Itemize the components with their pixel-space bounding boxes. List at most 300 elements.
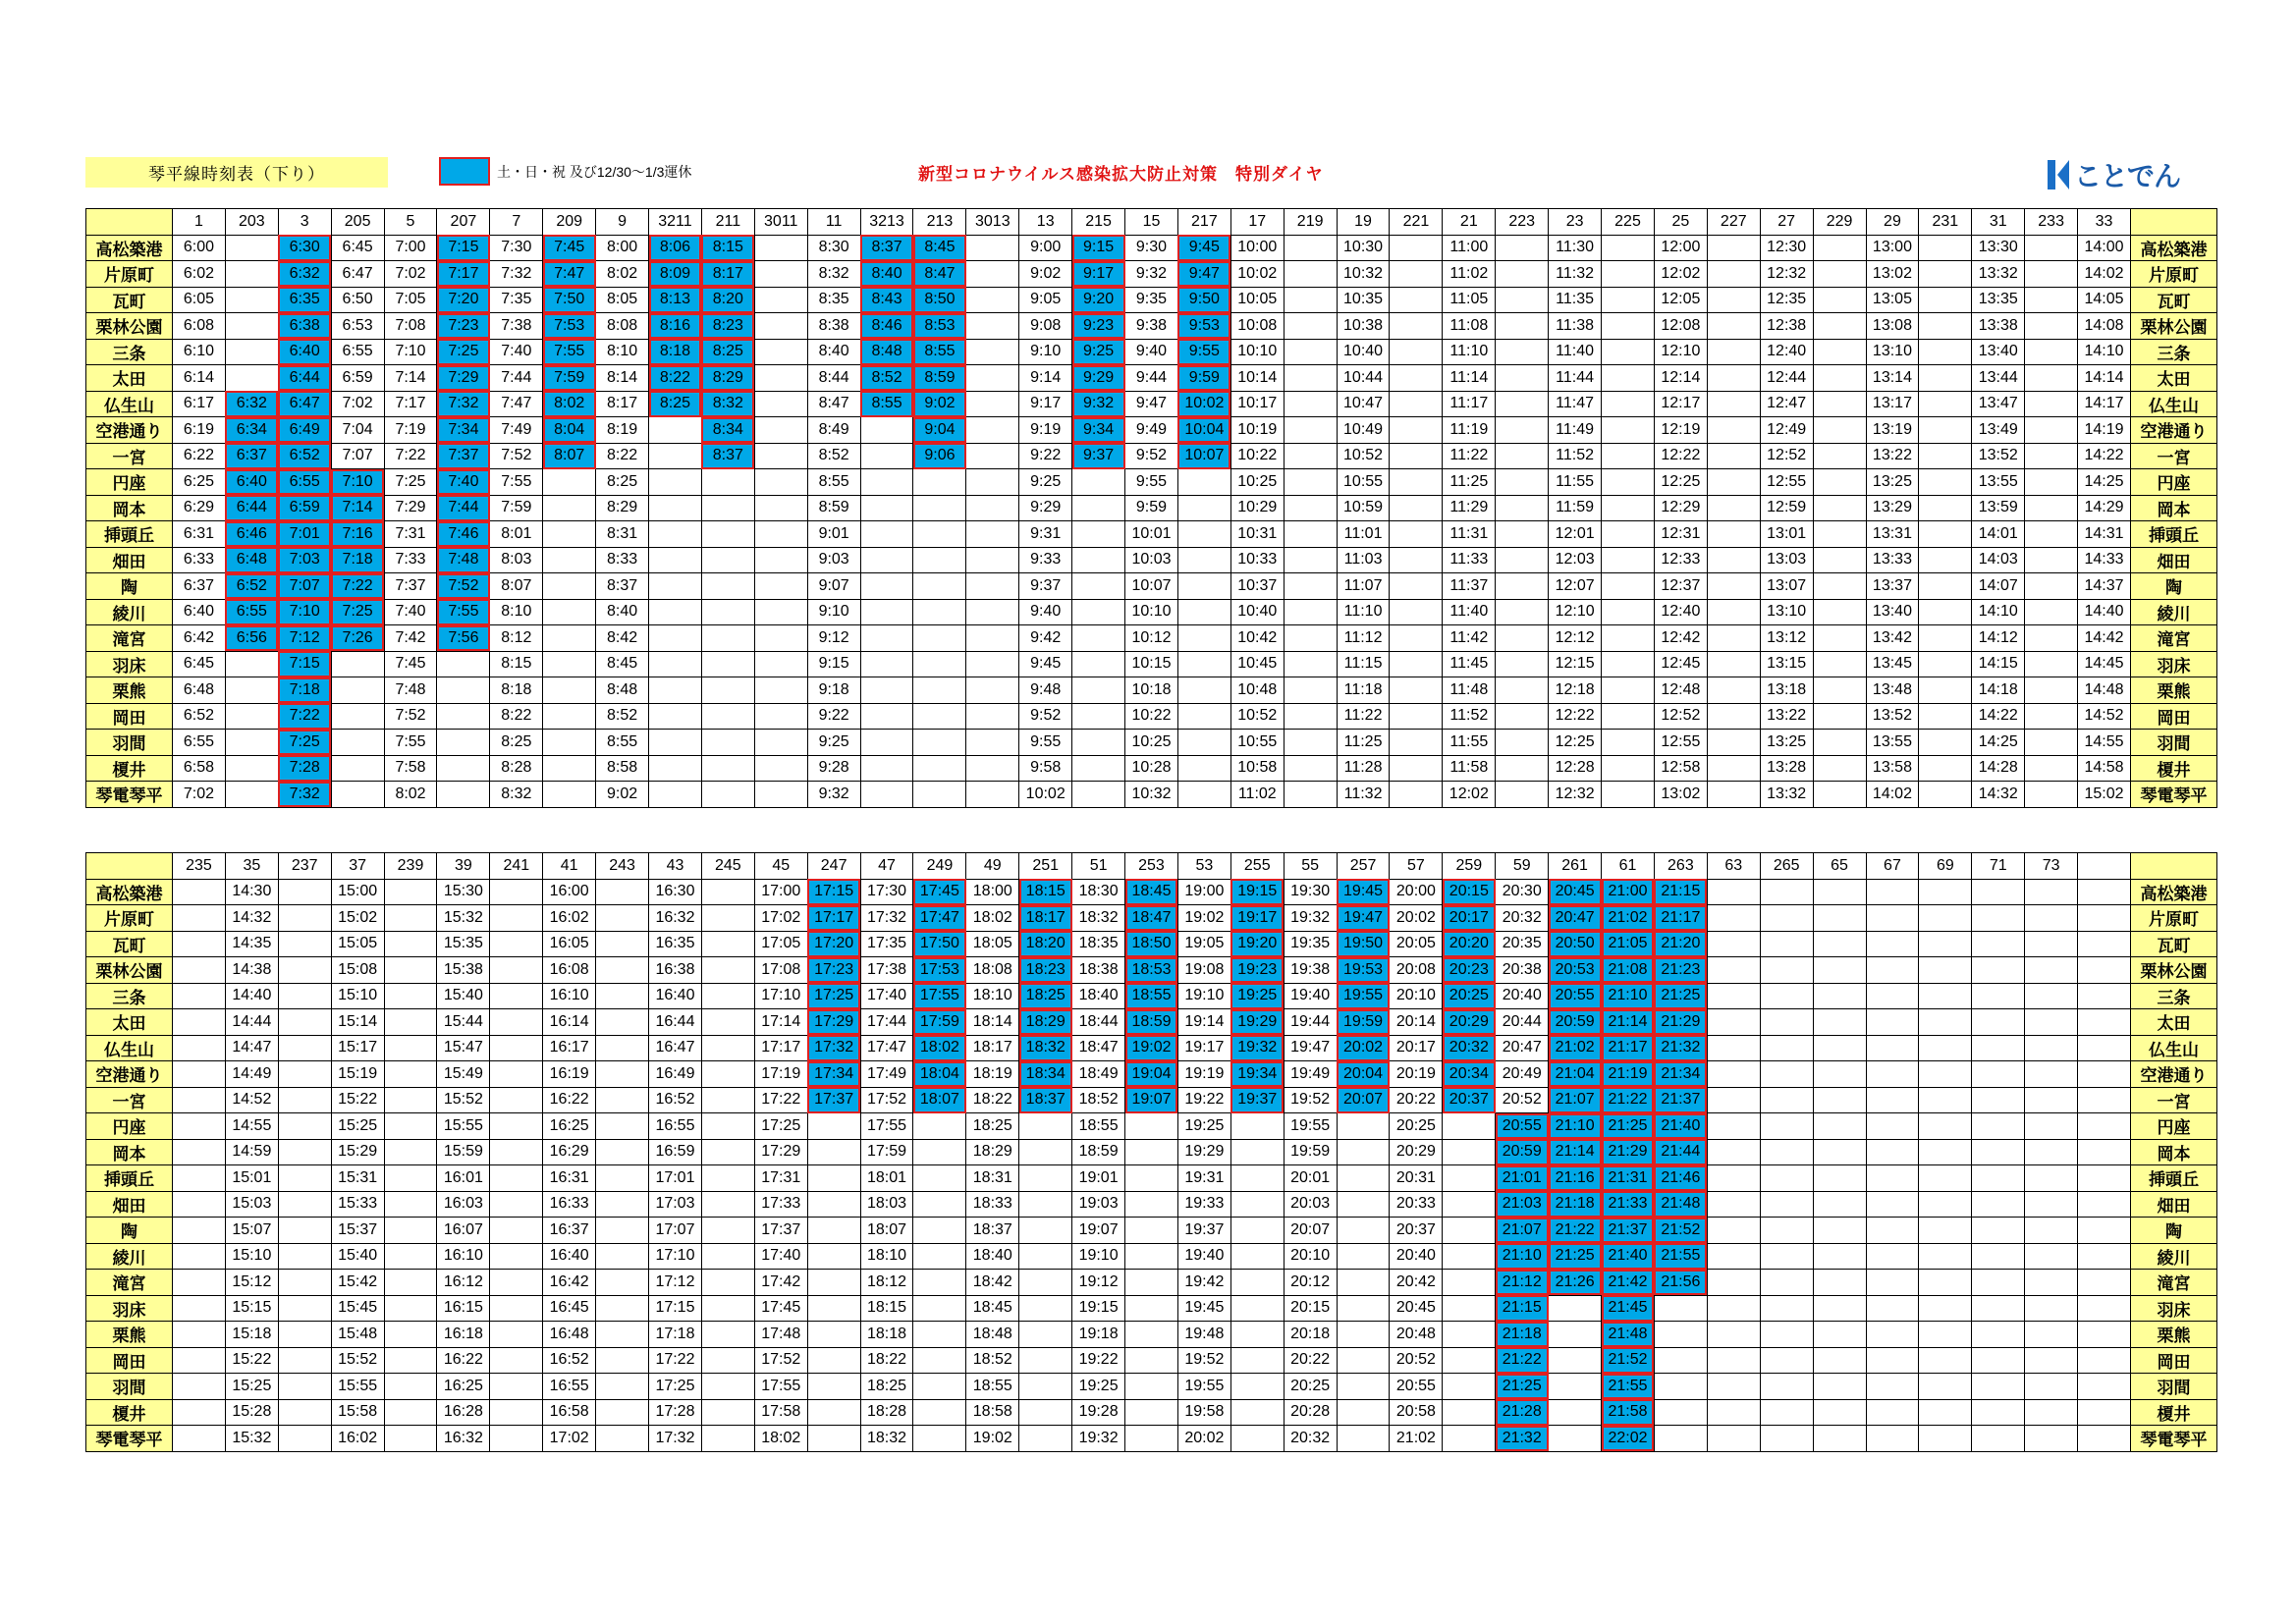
departure-time [1284, 703, 1337, 730]
departure-time [1707, 730, 1760, 756]
departure-time: 16:44 [649, 1009, 702, 1036]
departure-time [173, 1322, 226, 1348]
departure-time [1177, 755, 1230, 782]
station-name: 高松築港 [2130, 235, 2216, 261]
departure-time: 21:02 [1602, 905, 1655, 932]
station-row [86, 1113, 2217, 1140]
departure-time [1019, 1399, 1072, 1426]
departure-time [2078, 957, 2131, 984]
departure-time [1284, 521, 1337, 548]
departure-time: 7:02 [173, 782, 226, 808]
departure-time: 7:25 [437, 339, 490, 365]
departure-time [701, 547, 754, 573]
departure-time [1707, 1113, 1760, 1140]
departure-time [384, 1139, 437, 1165]
departure-time: 15:31 [331, 1165, 384, 1192]
departure-time [2078, 1374, 2131, 1400]
departure-time [1496, 443, 1549, 469]
station-name: 空港通り [2130, 1061, 2216, 1088]
station-name: 三条 [2130, 983, 2216, 1009]
departure-time: 9:25 [1019, 469, 1072, 496]
departure-time: 9:59 [1177, 365, 1230, 392]
departure-time [701, 1087, 754, 1113]
departure-time [1919, 1035, 1972, 1061]
train-number: 23 [1549, 209, 1602, 236]
departure-time [1390, 235, 1443, 261]
station-name: 挿頭丘 [2130, 1165, 2216, 1192]
departure-time: 8:15 [490, 651, 543, 677]
departure-time: 8:55 [807, 469, 860, 496]
departure-time [278, 1218, 331, 1244]
station-name: 一宮 [2130, 1087, 2216, 1113]
departure-time [490, 1270, 543, 1296]
train-number: 255 [1230, 853, 1284, 880]
departure-time: 6:38 [278, 313, 331, 340]
departure-time: 11:49 [1549, 417, 1602, 444]
departure-time: 19:47 [1337, 905, 1390, 932]
departure-time: 10:22 [1125, 703, 1178, 730]
departure-time: 19:37 [1177, 1218, 1230, 1244]
departure-time [1072, 651, 1125, 677]
departure-time [1707, 339, 1760, 365]
departure-time: 11:32 [1337, 782, 1390, 808]
departure-time [1919, 983, 1972, 1009]
departure-time [278, 1087, 331, 1113]
departure-time [1813, 983, 1866, 1009]
train-number: 43 [649, 853, 702, 880]
departure-time: 21:18 [1549, 1191, 1602, 1218]
departure-time: 21:17 [1602, 1035, 1655, 1061]
train-number: 235 [173, 853, 226, 880]
departure-time [1760, 905, 1813, 932]
departure-time [278, 1165, 331, 1192]
departure-time: 8:35 [807, 287, 860, 313]
departure-time [1866, 1347, 1919, 1374]
departure-time: 10:40 [1230, 599, 1284, 625]
departure-time: 11:19 [1443, 417, 1496, 444]
departure-time [1813, 365, 1866, 392]
departure-time [860, 443, 913, 469]
departure-time [225, 287, 278, 313]
departure-time: 14:59 [225, 1139, 278, 1165]
departure-time [1602, 365, 1655, 392]
departure-time: 9:25 [1072, 339, 1125, 365]
departure-time: 18:19 [966, 1061, 1019, 1088]
departure-time [1760, 1270, 1813, 1296]
station-name: 太田 [86, 365, 173, 392]
departure-time [1072, 677, 1125, 704]
departure-time: 15:45 [331, 1295, 384, 1322]
departure-time [1337, 1426, 1390, 1452]
departure-time [1602, 625, 1655, 652]
departure-time: 16:45 [543, 1295, 596, 1322]
departure-time [701, 521, 754, 548]
departure-time: 8:28 [490, 755, 543, 782]
departure-time: 18:58 [966, 1399, 1019, 1426]
train-number: 33 [2078, 209, 2131, 236]
departure-time [384, 931, 437, 957]
departure-time: 7:25 [278, 730, 331, 756]
departure-time: 20:12 [1284, 1270, 1337, 1296]
departure-time: 17:32 [649, 1426, 702, 1452]
departure-time [1972, 905, 2025, 932]
departure-time: 13:40 [1972, 339, 2025, 365]
departure-time [278, 1270, 331, 1296]
departure-time: 19:38 [1284, 957, 1337, 984]
departure-time [1972, 1347, 2025, 1374]
departure-time [754, 782, 807, 808]
departure-time [1707, 1374, 1760, 1400]
departure-time: 12:10 [1654, 339, 1707, 365]
departure-time: 20:38 [1496, 957, 1549, 984]
departure-time: 12:49 [1760, 417, 1813, 444]
departure-time: 18:32 [860, 1426, 913, 1452]
departure-time: 14:14 [2078, 365, 2131, 392]
train-number: 71 [1972, 853, 2025, 880]
departure-time: 7:15 [437, 235, 490, 261]
departure-time: 13:47 [1972, 391, 2025, 417]
departure-time: 18:42 [966, 1270, 1019, 1296]
departure-time: 10:55 [1230, 730, 1284, 756]
departure-time: 20:55 [1549, 983, 1602, 1009]
departure-time [1443, 1165, 1496, 1192]
station-name: 円座 [2130, 1113, 2216, 1140]
departure-time [2025, 573, 2078, 600]
departure-time [1072, 782, 1125, 808]
corner-cell [86, 853, 173, 880]
departure-time: 10:48 [1230, 677, 1284, 704]
departure-time [1284, 391, 1337, 417]
departure-time [1496, 469, 1549, 496]
departure-time [437, 677, 490, 704]
departure-time [649, 443, 702, 469]
station-row [86, 1399, 2217, 1426]
departure-time: 9:40 [1019, 599, 1072, 625]
departure-time: 18:07 [860, 1218, 913, 1244]
departure-time [966, 677, 1019, 704]
departure-time: 16:00 [543, 879, 596, 905]
departure-time [490, 1139, 543, 1165]
departure-time: 10:32 [1337, 261, 1390, 288]
departure-time: 12:25 [1549, 730, 1602, 756]
departure-time [1284, 782, 1337, 808]
departure-time [860, 730, 913, 756]
departure-time: 7:32 [278, 782, 331, 808]
departure-time: 18:22 [966, 1087, 1019, 1113]
departure-time: 8:52 [807, 443, 860, 469]
station-row [86, 1061, 2217, 1088]
departure-time: 19:42 [1177, 1270, 1230, 1296]
train-number: 19 [1337, 209, 1390, 236]
departure-time [1919, 1087, 1972, 1113]
departure-time [1496, 703, 1549, 730]
departure-time: 15:49 [437, 1061, 490, 1088]
departure-time: 12:22 [1549, 703, 1602, 730]
departure-time: 7:47 [490, 391, 543, 417]
departure-time: 20:53 [1549, 957, 1602, 984]
departure-time: 11:58 [1443, 755, 1496, 782]
departure-time: 8:22 [490, 703, 543, 730]
departure-time: 7:32 [437, 391, 490, 417]
departure-time: 16:38 [649, 957, 702, 984]
departure-time [1866, 1426, 1919, 1452]
departure-time: 18:01 [860, 1165, 913, 1192]
departure-time [1072, 755, 1125, 782]
departure-time [1760, 931, 1813, 957]
departure-time [384, 1399, 437, 1426]
departure-time [1337, 1113, 1390, 1140]
departure-time: 8:43 [860, 287, 913, 313]
departure-time [1654, 1426, 1707, 1452]
departure-time [2025, 1218, 2078, 1244]
departure-time [596, 1322, 649, 1348]
departure-time [1125, 1295, 1178, 1322]
departure-time: 16:52 [649, 1087, 702, 1113]
departure-time [173, 1399, 226, 1426]
departure-time [701, 730, 754, 756]
departure-time [490, 1426, 543, 1452]
train-number: 223 [1496, 209, 1549, 236]
departure-time: 13:30 [1972, 235, 2025, 261]
departure-time [278, 1399, 331, 1426]
departure-time [807, 1113, 860, 1140]
departure-time: 11:30 [1549, 235, 1602, 261]
departure-time: 9:47 [1125, 391, 1178, 417]
departure-time [543, 599, 596, 625]
departure-time [2078, 1061, 2131, 1088]
departure-time: 10:30 [1337, 235, 1390, 261]
departure-time [490, 905, 543, 932]
departure-time [966, 313, 1019, 340]
departure-time: 18:05 [966, 931, 1019, 957]
departure-time: 18:55 [966, 1374, 1019, 1400]
train-number: 25 [1654, 209, 1707, 236]
train-number: 53 [1177, 853, 1230, 880]
departure-time: 6:55 [173, 730, 226, 756]
departure-time [384, 1295, 437, 1322]
departure-time: 20:47 [1549, 905, 1602, 932]
departure-time: 17:07 [649, 1218, 702, 1244]
departure-time: 11:07 [1337, 573, 1390, 600]
departure-time: 21:28 [1496, 1399, 1549, 1426]
departure-time [1072, 599, 1125, 625]
departure-time [225, 339, 278, 365]
departure-time [966, 495, 1019, 521]
departure-time [913, 677, 966, 704]
departure-time [2025, 495, 2078, 521]
departure-time: 16:42 [543, 1270, 596, 1296]
departure-time: 17:58 [754, 1399, 807, 1426]
corner-cell [2130, 853, 2216, 880]
departure-time: 20:10 [1390, 983, 1443, 1009]
departure-time: 12:40 [1654, 599, 1707, 625]
departure-time: 11:55 [1443, 730, 1496, 756]
departure-time [1019, 1270, 1072, 1296]
departure-time: 18:02 [754, 1426, 807, 1452]
departure-time [966, 573, 1019, 600]
corner-cell [86, 209, 173, 236]
departure-time [1390, 443, 1443, 469]
departure-time [1866, 1243, 1919, 1270]
departure-time: 21:08 [1602, 957, 1655, 984]
departure-time [1813, 730, 1866, 756]
departure-time [225, 730, 278, 756]
departure-time [1919, 443, 1972, 469]
departure-time: 8:30 [807, 235, 860, 261]
departure-time: 20:49 [1496, 1061, 1549, 1088]
departure-time [1549, 1399, 1602, 1426]
departure-time [1284, 235, 1337, 261]
departure-time [1177, 651, 1230, 677]
departure-time: 6:32 [278, 261, 331, 288]
departure-time [2078, 1243, 2131, 1270]
departure-time: 8:10 [490, 599, 543, 625]
departure-time: 15:02 [2078, 782, 2131, 808]
station-name: 綾川 [86, 1243, 173, 1270]
station-name: 綾川 [86, 599, 173, 625]
departure-time: 12:28 [1549, 755, 1602, 782]
departure-time: 8:04 [543, 417, 596, 444]
departure-time [913, 1165, 966, 1192]
departure-time: 6:14 [173, 365, 226, 392]
departure-time [913, 599, 966, 625]
departure-time: 13:49 [1972, 417, 2025, 444]
departure-time [1813, 625, 1866, 652]
departure-time [1866, 983, 1919, 1009]
station-name: 栗熊 [2130, 1322, 2216, 1348]
departure-time [1337, 1270, 1390, 1296]
departure-time [225, 235, 278, 261]
departure-time [1919, 417, 1972, 444]
departure-time [596, 1270, 649, 1296]
departure-time [173, 1061, 226, 1088]
departure-time [860, 547, 913, 573]
departure-time: 8:49 [807, 417, 860, 444]
departure-time [1866, 1191, 1919, 1218]
departure-time [966, 417, 1019, 444]
departure-time: 9:52 [1125, 443, 1178, 469]
departure-time [860, 651, 913, 677]
departure-time: 11:52 [1549, 443, 1602, 469]
departure-time: 13:25 [1760, 730, 1813, 756]
departure-time [173, 1165, 226, 1192]
station-row [86, 599, 2217, 625]
departure-time: 19:15 [1230, 879, 1284, 905]
departure-time [1813, 495, 1866, 521]
departure-time [543, 730, 596, 756]
departure-time: 18:32 [1019, 1035, 1072, 1061]
departure-time: 16:18 [437, 1322, 490, 1348]
departure-time: 19:31 [1177, 1165, 1230, 1192]
departure-time: 17:32 [807, 1035, 860, 1061]
departure-time: 17:32 [860, 905, 913, 932]
departure-time: 9:28 [807, 755, 860, 782]
departure-time [649, 677, 702, 704]
departure-time: 15:18 [225, 1322, 278, 1348]
departure-time [1972, 1191, 2025, 1218]
station-row [86, 782, 2217, 808]
departure-time [1177, 573, 1230, 600]
departure-time: 21:29 [1654, 1009, 1707, 1036]
departure-time [1813, 1374, 1866, 1400]
departure-time: 11:15 [1337, 651, 1390, 677]
departure-time: 8:58 [596, 755, 649, 782]
departure-time [1813, 573, 1866, 600]
departure-time: 12:37 [1654, 573, 1707, 600]
departure-time: 20:02 [1337, 1035, 1390, 1061]
departure-time [860, 677, 913, 704]
departure-time: 17:15 [649, 1295, 702, 1322]
departure-time: 11:33 [1443, 547, 1496, 573]
departure-time [754, 339, 807, 365]
departure-time: 13:02 [1866, 261, 1919, 288]
departure-time: 17:44 [860, 1009, 913, 1036]
departure-time: 12:18 [1549, 677, 1602, 704]
station-row [86, 755, 2217, 782]
departure-time: 15:15 [225, 1295, 278, 1322]
departure-time [1866, 1295, 1919, 1322]
departure-time [966, 235, 1019, 261]
station-name: 栗林公園 [86, 313, 173, 340]
departure-time [173, 1295, 226, 1322]
departure-time: 20:52 [1496, 1087, 1549, 1113]
departure-time [913, 469, 966, 496]
departure-time [543, 521, 596, 548]
departure-time: 10:22 [1230, 443, 1284, 469]
departure-time: 15:59 [437, 1139, 490, 1165]
departure-time [1496, 287, 1549, 313]
departure-time: 17:19 [754, 1061, 807, 1088]
departure-time: 19:17 [1177, 1035, 1230, 1061]
departure-time: 18:29 [966, 1139, 1019, 1165]
departure-time: 7:55 [384, 730, 437, 756]
departure-time: 17:47 [860, 1035, 913, 1061]
departure-time: 8:09 [649, 261, 702, 288]
departure-time: 19:52 [1177, 1347, 1230, 1374]
departure-time: 18:40 [966, 1243, 1019, 1270]
departure-time [1760, 1243, 1813, 1270]
station-name: 挿頭丘 [86, 1165, 173, 1192]
departure-time: 13:58 [1866, 755, 1919, 782]
station-row [86, 547, 2217, 573]
departure-time: 14:32 [1972, 782, 2025, 808]
departure-time: 19:50 [1337, 931, 1390, 957]
departure-time [1390, 313, 1443, 340]
departure-time [1813, 339, 1866, 365]
departure-time [2025, 1426, 2078, 1452]
train-number [2078, 853, 2131, 880]
station-name: 岡本 [86, 495, 173, 521]
departure-time: 9:05 [1019, 287, 1072, 313]
departure-time: 7:29 [384, 495, 437, 521]
departure-time: 14:44 [225, 1009, 278, 1036]
departure-time: 21:22 [1496, 1347, 1549, 1374]
departure-time: 21:32 [1654, 1035, 1707, 1061]
departure-time: 7:23 [437, 313, 490, 340]
departure-time [1230, 1139, 1284, 1165]
departure-time [1707, 677, 1760, 704]
departure-time: 9:14 [1019, 365, 1072, 392]
departure-time [754, 651, 807, 677]
legend-swatch [439, 157, 490, 186]
departure-time: 8:37 [860, 235, 913, 261]
departure-time [1549, 1295, 1602, 1322]
departure-time [1813, 1243, 1866, 1270]
departure-time: 6:42 [173, 625, 226, 652]
departure-time: 6:50 [331, 287, 384, 313]
departure-time [278, 1426, 331, 1452]
departure-time: 14:37 [2078, 573, 2131, 600]
